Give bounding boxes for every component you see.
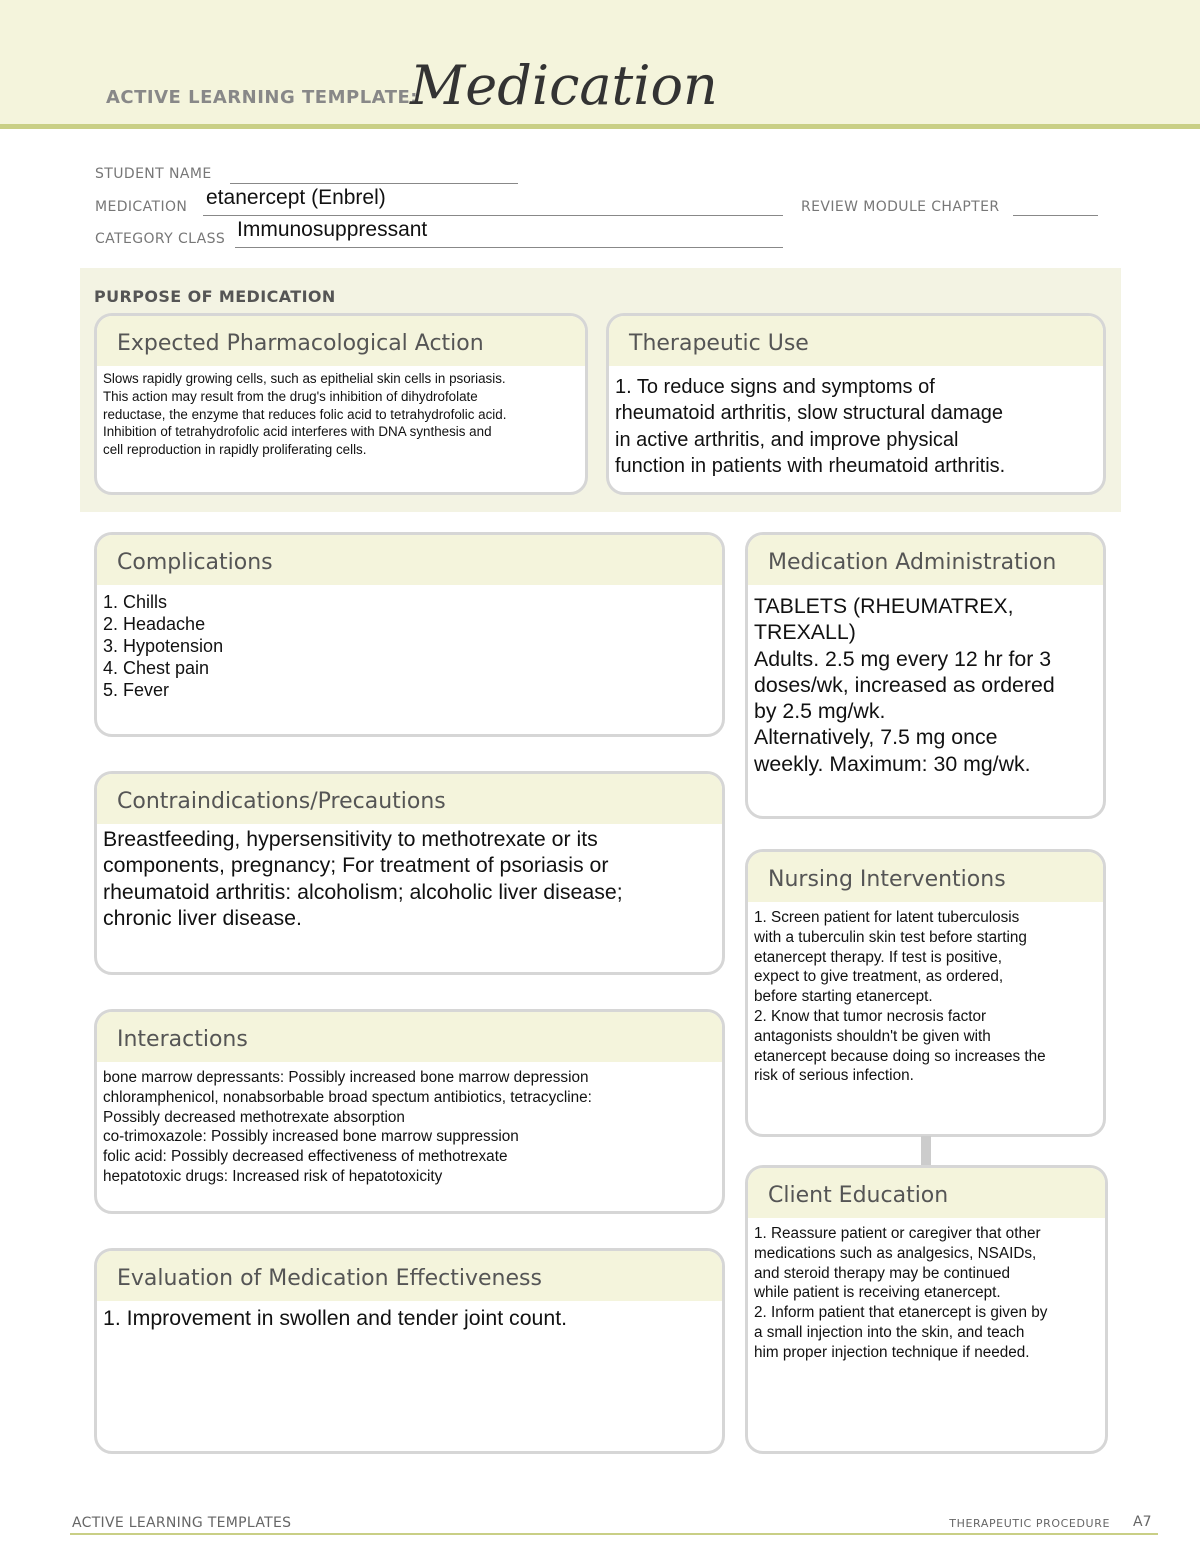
client-education-text — [748, 1218, 1105, 1363]
client-education-line: him proper injection technique if needed. — [754, 1343, 1030, 1361]
medication-field[interactable] — [203, 186, 783, 216]
complications-list — [97, 585, 722, 701]
interaction-line: chloramphenicol, nonabsorbable broad spectum antibiotics, tetracycline: — [103, 1088, 592, 1106]
interaction-line: Possibly decreased methotrexate absorption — [103, 1108, 405, 1126]
medication-administration-card[interactable] — [745, 532, 1106, 819]
review-module-field[interactable] — [1013, 197, 1098, 216]
nursing-interventions-card[interactable] — [745, 849, 1106, 1137]
administration-line: Alternatively, 7.5 mg once — [754, 725, 998, 750]
medication-administration-text — [748, 585, 1103, 777]
administration-line: TREXALL) — [754, 620, 856, 645]
client-education-line: medications such as analgesics, NSAIDs, — [754, 1244, 1037, 1262]
therapeutic-use-card[interactable] — [606, 313, 1106, 495]
administration-line: doses/wk, increased as ordered — [754, 672, 1055, 697]
nursing-interventions-heading: Nursing Interventions — [748, 852, 1103, 902]
complications-card[interactable] — [94, 532, 725, 737]
student-name-field[interactable] — [230, 165, 518, 184]
contraindication-line: chronic liver disease. — [103, 905, 302, 930]
expected-action-line: reductase, the enzyme that reduces folic acid to tetrahydrofolic acid. — [103, 406, 507, 422]
expected-action-heading: Expected Pharmacological Action — [97, 316, 585, 366]
contraindications-card[interactable] — [94, 771, 725, 975]
contraindications-text — [97, 824, 722, 931]
expected-action-line: Slows rapidly growing cells, such as epithelial skin cells in psoriasis. — [103, 371, 506, 386]
therapeutic-use-line: function in patients with rheumatoid arthritis. — [615, 454, 1006, 477]
evaluation-card[interactable] — [94, 1248, 725, 1454]
nursing-line: risk of serious infection. — [754, 1067, 914, 1085]
nursing-line: 1. Screen patient for latent tuberculosis — [754, 909, 1020, 926]
student-name-label: STUDENT NAME — [95, 166, 212, 182]
therapeutic-use-text — [609, 366, 1103, 479]
expected-action-line: This action may result from the drug's inhibition of dihydrofolate — [103, 388, 478, 404]
template-label: ACTIVE LEARNING TEMPLATE: — [106, 87, 418, 108]
contraindications-heading: Contraindications/Precautions — [97, 774, 722, 824]
administration-line: TABLETS (RHEUMATREX, — [754, 594, 1014, 618]
nursing-line: before starting etanercept. — [754, 988, 933, 1006]
interactions-text — [97, 1062, 722, 1187]
review-module-label: REVIEW MODULE CHAPTER — [801, 199, 1000, 215]
nursing-line: antagonists shouldn't be given with — [754, 1027, 991, 1045]
expected-action-line: Inhibition of tetrahydrofolic acid interferes with DNA synthesis and — [103, 424, 492, 440]
client-education-heading: Client Education — [748, 1168, 1105, 1218]
administration-line: by 2.5 mg/wk. — [754, 699, 886, 724]
purpose-title: PURPOSE OF MEDICATION — [94, 287, 336, 306]
medication-label: MEDICATION — [95, 199, 188, 215]
interaction-line: co-trimoxazole: Possibly increased bone marrow suppression — [103, 1128, 519, 1146]
interaction-line: hepatotoxic drugs: Increased risk of hepatotoxicity — [103, 1167, 443, 1185]
therapeutic-use-line: in active arthritis, and improve physical — [615, 428, 959, 451]
therapeutic-use-line: rheumatoid arthritis, slow structural damage — [615, 402, 1003, 425]
footer-section: THERAPEUTIC PROCEDURE — [949, 1517, 1110, 1530]
expected-action-text — [97, 366, 585, 459]
complication-item: 5. Fever — [103, 680, 170, 700]
contraindication-line: components, pregnancy; For treatment of psoriasis or — [103, 853, 609, 878]
contraindication-line: Breastfeeding, hypersensitivity to methotrexate or its — [103, 827, 598, 851]
nursing-line: etanercept therapy. If test is positive, — [754, 948, 1002, 966]
medication-administration-heading: Medication Administration — [748, 535, 1103, 585]
client-education-line: a small injection into the skin, and teach — [754, 1323, 1025, 1341]
complication-item: 4. Chest pain — [103, 658, 210, 678]
client-education-line: and steroid therapy may be continued — [754, 1264, 1010, 1282]
category-class-label: CATEGORY CLASS — [95, 231, 226, 247]
interaction-line: bone marrow depressants: Possibly increased bone marrow depression — [103, 1069, 589, 1086]
expected-action-card[interactable] — [94, 313, 588, 495]
page-title: Medication — [410, 54, 718, 117]
client-education-card[interactable] — [745, 1165, 1108, 1454]
interactions-card[interactable] — [94, 1009, 725, 1214]
nursing-line: expect to give treatment, as ordered, — [754, 968, 1004, 986]
therapeutic-use-heading: Therapeutic Use — [609, 316, 1103, 366]
administration-line: weekly. Maximum: 30 mg/wk. — [754, 751, 1031, 776]
nursing-line: with a tuberculin skin test before starting — [754, 928, 1027, 946]
interactions-heading: Interactions — [97, 1012, 722, 1062]
category-class-value: Immunosuppressant — [237, 218, 428, 241]
client-education-line: 2. Inform patient that etanercept is given by — [754, 1304, 1048, 1322]
contraindication-line: rheumatoid arthritis: alcoholism; alcoholic liver disease; — [103, 879, 623, 904]
footer-title: ACTIVE LEARNING TEMPLATES — [72, 1515, 292, 1531]
evaluation-heading: Evaluation of Medication Effectiveness — [97, 1251, 722, 1301]
nursing-line: etanercept because doing so increases the — [754, 1047, 1046, 1065]
expected-action-line: cell reproduction in rapidly proliferating cells. — [103, 442, 367, 458]
complication-item: 2. Headache — [103, 614, 206, 634]
interaction-line: folic acid: Possibly decreased effectiveness of methotrexate — [103, 1148, 508, 1166]
medication-value: etanercept (Enbrel) — [206, 186, 386, 209]
administration-line: Adults. 2.5 mg every 12 hr for 3 — [754, 646, 1052, 671]
evaluation-text — [97, 1301, 722, 1331]
nursing-line: 2. Know that tumor necrosis factor — [754, 1007, 987, 1025]
client-education-line: 1. Reassure patient or caregiver that other — [754, 1225, 1041, 1242]
evaluation-line: 1. Improvement in swollen and tender joint count. — [103, 1306, 568, 1330]
footer-rule — [70, 1533, 1158, 1535]
complications-heading: Complications — [97, 535, 722, 585]
client-education-line: while patient is receiving etanercept. — [754, 1284, 1001, 1302]
category-class-field[interactable] — [235, 218, 783, 248]
complication-item: 1. Chills — [103, 592, 168, 612]
nursing-interventions-text — [748, 902, 1103, 1086]
complication-item: 3. Hypotension — [103, 636, 224, 656]
footer-page-number: A7 — [1133, 1514, 1152, 1530]
card-connector — [921, 1136, 931, 1166]
therapeutic-use-line: 1. To reduce signs and symptoms of — [615, 376, 935, 398]
